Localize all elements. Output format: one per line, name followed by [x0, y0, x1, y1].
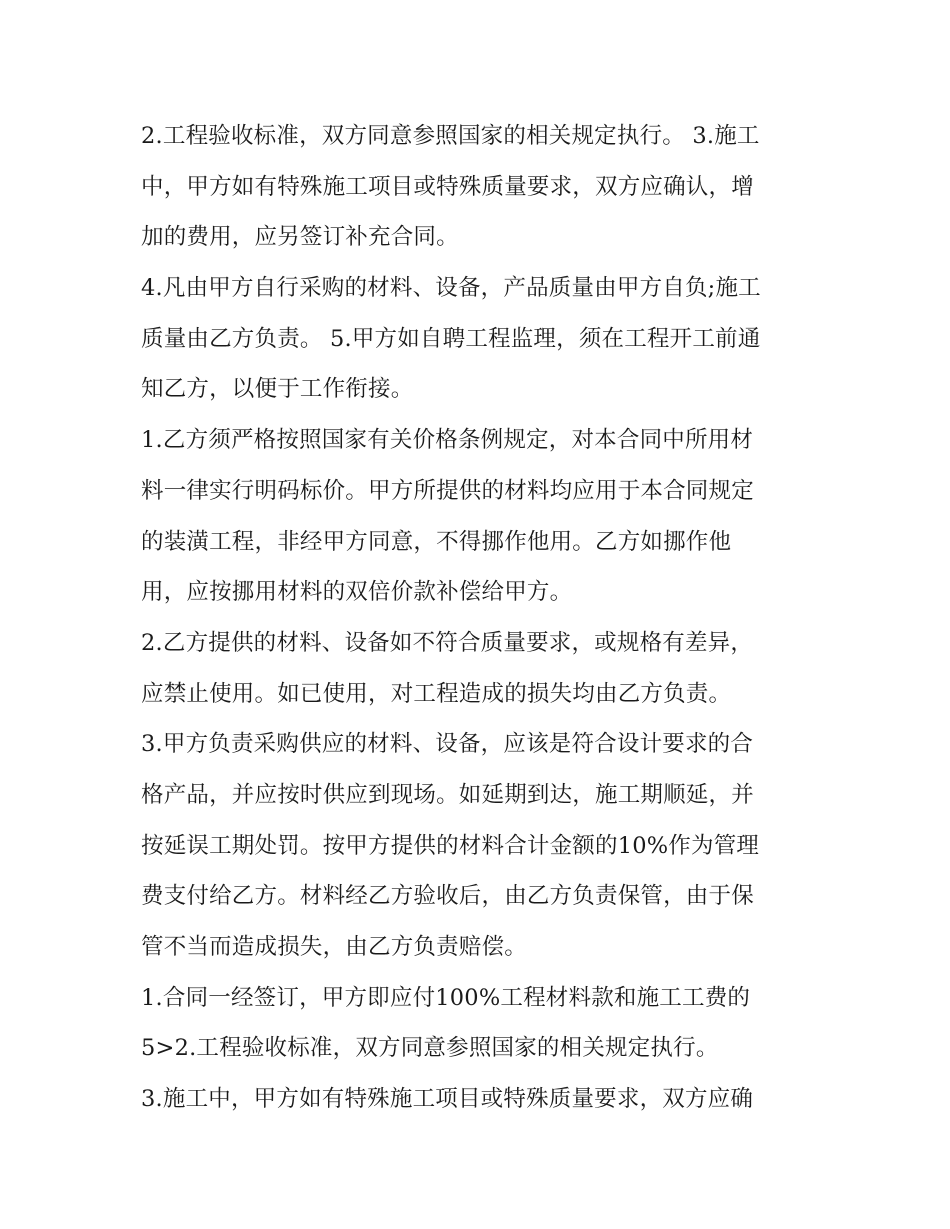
text-line: 管不当而造成损失，由乙方负责赔偿。: [141, 934, 527, 960]
text-line: 5>2.工程验收标准，双方同意参照国家的相关规定执行。: [141, 1035, 719, 1062]
text-line: 中，甲方如有特殊施工项目或特殊质量要求，双方应确认，增: [141, 173, 754, 200]
text-line: 2.乙方提供的材料、设备如不符合质量要求，或规格有差异，: [141, 629, 754, 656]
text-line: 1.合同一经签订，甲方即应付100%工程材料款和施工工费的: [141, 984, 751, 1011]
text-line: 的装潢工程，非经甲方同意，不得挪作他用。乙方如挪作他: [141, 528, 732, 555]
text-line: 按延误工期处罚。按甲方提供的材料合计金额的10%作为管理: [141, 832, 760, 859]
text-line: 料一律实行明码标价。甲方所提供的材料均应用于本合同规定: [141, 477, 754, 504]
text-line: 应禁止使用。如已使用，对工程造成的损失均由乙方负责。: [141, 680, 732, 707]
text-line: 格产品，并应按时供应到现场。如延期到达，施工期顺延，并: [141, 781, 754, 808]
text-line: 加的费用，应另签订补充合同。: [141, 224, 459, 251]
text-line: 费支付给乙方。材料经乙方验收后，由乙方负责保管，由于保: [141, 883, 754, 910]
text-line: 3.施工中，甲方如有特殊施工项目或特殊质量要求，双方应确: [141, 1086, 754, 1113]
text-line: 质量由乙方负责。 5.甲方如自聘工程监理，须在工程开工前通: [141, 325, 761, 352]
text-line: 用，应按挪用材料的双倍价款补偿给甲方。: [141, 579, 573, 606]
text-line: 1.乙方须严格按照国家有关价格条例规定，对本合同中所用材: [141, 427, 754, 454]
document-body: [141, 111, 821, 1125]
text-line: 3.甲方负责采购供应的材料、设备，应该是符合设计要求的合: [141, 731, 754, 758]
text-line: 2.工程验收标准，双方同意参照国家的相关规定执行。 3.施工: [141, 123, 760, 149]
text-line: 知乙方，以便于工作衔接。: [141, 376, 414, 403]
text-line: 4.凡由甲方自行采购的材料、设备，产品质量由甲方自负;施工: [141, 275, 761, 302]
